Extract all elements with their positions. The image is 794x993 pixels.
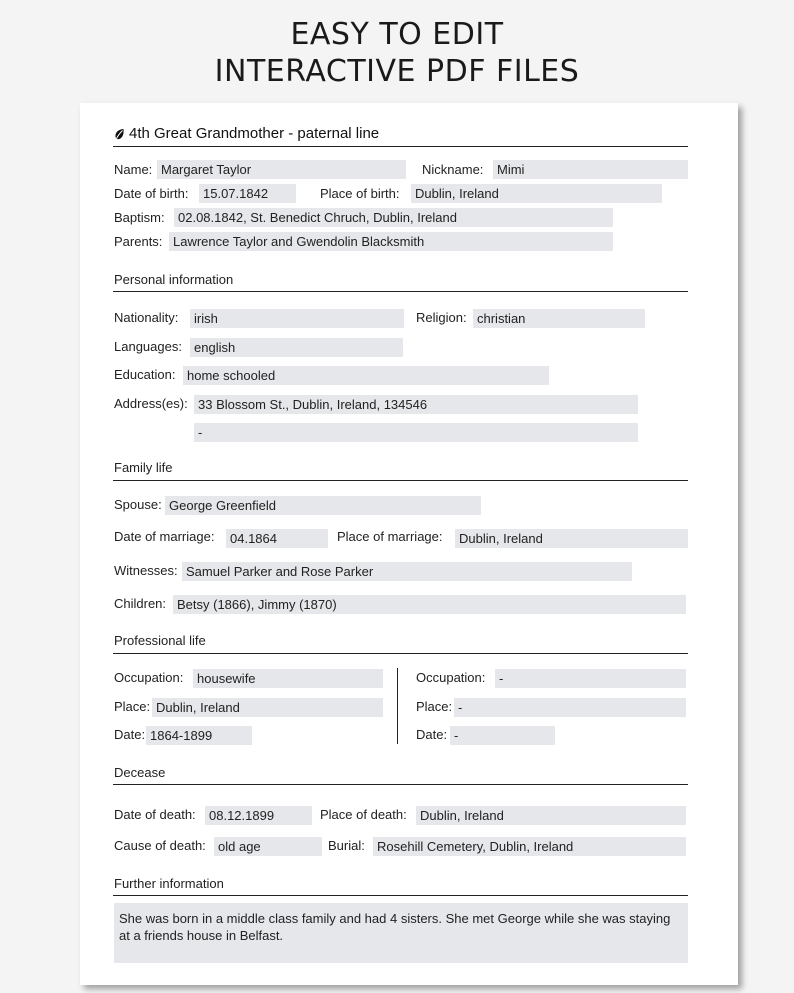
religion-label: Religion:: [416, 310, 467, 325]
spouse-label: Spouse:: [114, 497, 162, 512]
languages-field[interactable]: english: [190, 338, 403, 357]
professional-divider: [113, 653, 688, 654]
form-title: [114, 125, 379, 143]
dod-label: Date of death:: [114, 807, 196, 822]
decease-heading: Decease: [114, 765, 166, 780]
dom-field[interactable]: 04.1864: [226, 529, 328, 548]
promo-banner: [0, 16, 794, 90]
place-label-2: Place:: [416, 699, 453, 714]
pob-field[interactable]: Dublin, Ireland: [411, 184, 662, 203]
parents-field[interactable]: Lawrence Taylor and Gwendolin Blacksmith: [169, 232, 613, 251]
professional-heading: Professional life: [114, 633, 206, 648]
place-label-1: Place:: [114, 699, 151, 714]
dob-field[interactable]: 15.07.1842: [199, 184, 296, 203]
personal-divider: [113, 291, 688, 292]
family-divider: [113, 480, 688, 481]
education-field[interactable]: home schooled: [183, 366, 549, 385]
dod-field[interactable]: 08.12.1899: [205, 806, 312, 825]
title-divider: [113, 146, 688, 147]
pom-field[interactable]: Dublin, Ireland: [455, 529, 688, 548]
pod-label: Place of death:: [320, 807, 407, 822]
address-label: Address(es):: [114, 396, 188, 411]
baptism-label: Baptism:: [114, 210, 165, 225]
languages-label: Languages:: [114, 339, 182, 354]
place-field-2[interactable]: -: [454, 698, 686, 717]
family-heading: Family life: [114, 460, 173, 475]
children-field[interactable]: Betsy (1866), Jimmy (1870): [173, 595, 686, 614]
education-label: Education:: [114, 367, 176, 382]
nickname-field[interactable]: Mimi: [493, 160, 688, 179]
date-label-2: Date:: [416, 727, 448, 742]
date-field-1[interactable]: 1864-1899: [146, 726, 252, 745]
dob-label: Date of birth:: [114, 186, 189, 201]
pom-label: Place of marriage:: [337, 529, 443, 544]
leaf-icon: [114, 128, 125, 140]
nationality-label: Nationality:: [114, 310, 179, 325]
banner-line-2: INTERACTIVE PDF FILES: [214, 54, 580, 89]
personal-heading: Personal information: [114, 272, 234, 287]
pod-field[interactable]: Dublin, Ireland: [416, 806, 686, 825]
nationality-field[interactable]: irish: [190, 309, 404, 328]
witnesses-field[interactable]: Samuel Parker and Rose Parker: [182, 562, 632, 581]
further-information-field[interactable]: She was born in a middle class family and had 4 sisters. She met George while she was staying at a friends house in Belfast.: [114, 903, 688, 963]
date-label-1: Date:: [114, 727, 146, 742]
spouse-field[interactable]: George Greenfield: [165, 496, 481, 515]
children-label: Children:: [114, 596, 167, 611]
burial-label: Burial:: [328, 838, 365, 853]
cause-label: Cause of death:: [114, 838, 206, 853]
date-field-2[interactable]: -: [450, 726, 555, 745]
professional-column-divider: [397, 668, 398, 744]
form-title-text: 4th Great Grandmother - paternal line: [129, 125, 380, 142]
further-heading: Further information: [114, 876, 224, 891]
cause-field[interactable]: old age: [214, 837, 322, 856]
occupation-field-2[interactable]: -: [495, 669, 686, 688]
banner-line-1: EASY TO EDIT: [290, 17, 504, 52]
baptism-field[interactable]: 02.08.1842, St. Benedict Chruch, Dublin, Ireland: [174, 208, 613, 227]
occupation-label-1: Occupation:: [114, 670, 184, 685]
genealogy-form-sheet: [80, 103, 738, 985]
decease-divider: [113, 784, 688, 785]
name-label: Name:: [114, 162, 153, 177]
pob-label: Place of birth:: [320, 186, 400, 201]
religion-field[interactable]: christian: [473, 309, 645, 328]
further-divider: [113, 895, 688, 896]
occupation-field-1[interactable]: housewife: [193, 669, 383, 688]
address-field-2[interactable]: -: [194, 423, 638, 442]
parents-label: Parents:: [114, 234, 163, 249]
witnesses-label: Witnesses:: [114, 563, 178, 578]
occupation-label-2: Occupation:: [416, 670, 486, 685]
dom-label: Date of marriage:: [114, 529, 215, 544]
address-field-1[interactable]: 33 Blossom St., Dublin, Ireland, 134546: [194, 395, 638, 414]
place-field-1[interactable]: Dublin, Ireland: [152, 698, 383, 717]
nickname-label: Nickname:: [422, 162, 484, 177]
burial-field[interactable]: Rosehill Cemetery, Dublin, Ireland: [373, 837, 686, 856]
name-field[interactable]: Margaret Taylor: [157, 160, 406, 179]
